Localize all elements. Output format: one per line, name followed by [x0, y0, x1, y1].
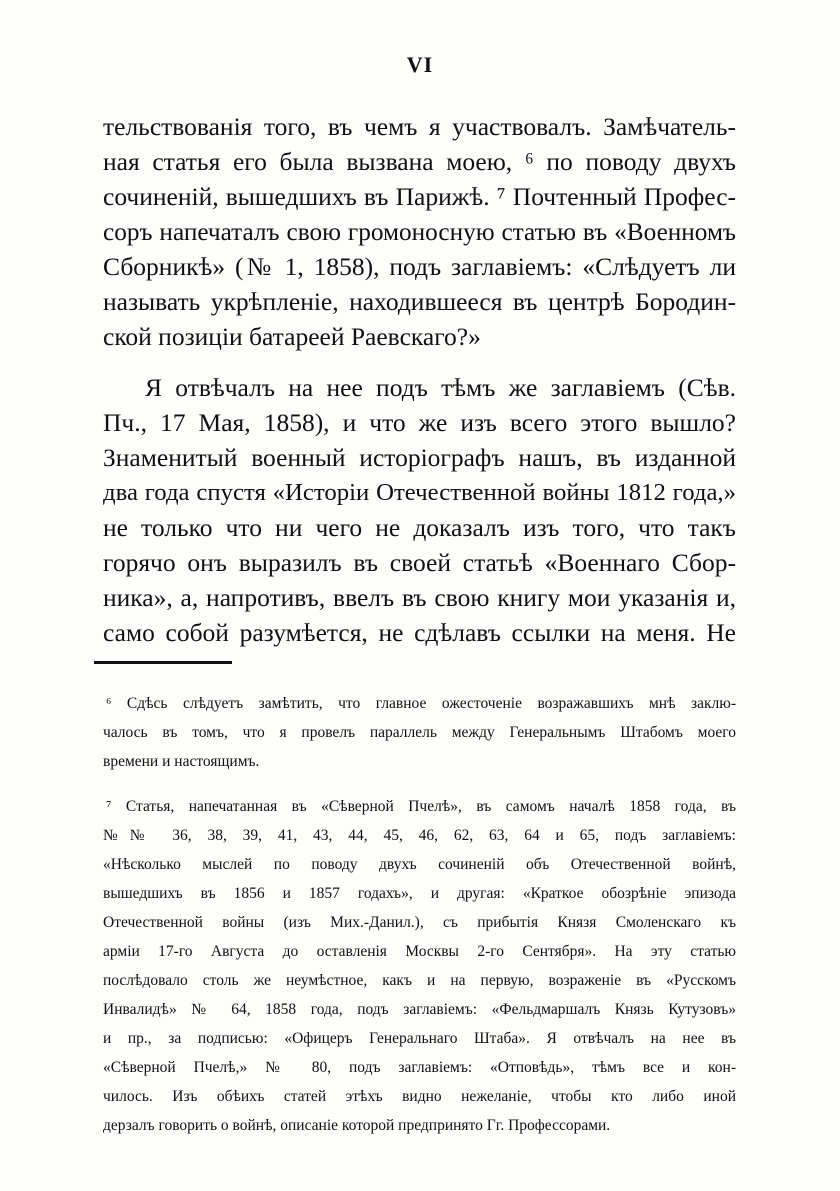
page-number: VI [406, 52, 434, 77]
footnote-6-line: времени и настоящимъ. [103, 753, 260, 770]
paragraph-2-line: само собой разумѣется, не сдѣлавъ ссылки на меня. Не [103, 618, 736, 647]
paragraph-1-line: называть укрѣпленіе, находившееся въ центрѣ Бородин- [103, 287, 736, 316]
footnote-7-line: дерзалъ говорить о войнѣ, описаніе которой предпринято Гг. Профессорами. [103, 1117, 611, 1134]
paragraph-1-line: тельствованія того, въ чемъ я участвовалъ. Замѣчатель- [103, 112, 736, 141]
footnote-6-line: ⁶ Сдѣсь слѣдуетъ замѣтить, что главное ожесточеніе возражавшихъ мнѣ заклю- [106, 695, 736, 712]
paragraph-1-line: сочиненій, вышедшихъ въ Парижѣ. ⁷ Почтенный Профес- [103, 182, 736, 211]
paragraph-2-line: Я отвѣчалъ на нее подъ тѣмъ же заглавіемъ (Сѣв. [145, 373, 736, 402]
footnote-7-line: послѣдовало столь же неумѣстное, какъ и на первую, возраженіе въ «Русскомъ [103, 972, 736, 989]
paragraph-2-line: горячо онъ выразилъ въ своей статьѣ «Военнаго Сбор- [103, 548, 736, 577]
footnote-7-line: чилось. Изъ обѣихъ статей этѣхъ видно нежеланіе, чтобы кто либо иной [103, 1088, 736, 1105]
footnote-7-line: Инвалидѣ» № 64, 1858 года, подъ заглавіемъ: «Фельдмаршалъ Князь Кутузовъ» [103, 1001, 736, 1018]
footnote-7-line: «Сѣверной Пчелѣ,» № 80, подъ заглавіемъ: «Отповѣдь», тѣмъ все и кон- [103, 1059, 736, 1076]
footnote-7-line: ⁷ Статья, напечатанная въ «Сѣверной Пчелѣ», въ самомъ началѣ 1858 года, въ [106, 798, 736, 815]
footnote-7-line: «Нѣсколько мыслей по поводу двухъ сочиненій объ Отечественной войнѣ, [103, 856, 736, 873]
footnote-6-line: чалось въ томъ, что я провелъ параллель между Генеральнымъ Штабомъ моего [103, 724, 736, 741]
paragraph-1-line: соръ напечаталъ свою громоносную статью въ «Военномъ [103, 218, 736, 246]
footnote-7-line: Отечественной войны (изъ Мих.-Данил.), съ прибытія Князя Смоленскаго къ [103, 914, 736, 931]
footnote-7-line: вышедшихъ въ 1856 и 1857 годахъ», и другая: «Краткое обозрѣніе эпизода [103, 885, 736, 902]
footnote-rule [94, 661, 232, 664]
paragraph-2-line: ника», а, напротивъ, ввелъ въ свою книгу мои указанія и, [103, 583, 736, 612]
paragraph-1-line: Сборникѣ» (№ 1, 1858), подъ заглавіемъ: «Слѣдуетъ ли [103, 252, 736, 281]
footnote-7-line: арміи 17-го Августа до оставленія Москвы 2-го Сентября». На эту статью [103, 943, 736, 960]
paragraph-1-line: ской позиціи батареей Раевскаго?» [103, 322, 481, 351]
footnote-7-line: и пр., за подписью: «Офицеръ Генеральнаго Штаба». Я отвѣчалъ на нее въ [103, 1030, 736, 1047]
paragraph-2-line: Знаменитый военный исторіографъ нашъ, въ изданной [103, 443, 736, 472]
paragraph-2-line: два года спустя «Исторіи Отечественной войны 1812 года,» [103, 479, 736, 506]
footnote-7-line: №№ 36, 38, 39, 41, 43, 44, 45, 46, 62, 63, 64 и 65, подъ заглавіемъ: [103, 827, 736, 844]
paragraph-2-line: Пч., 17 Мая, 1858), и что же изъ всего этого вышло? [103, 408, 736, 437]
paragraph-2-line: не только что ни чего не доказалъ изъ того, что такъ [103, 513, 736, 542]
paragraph-1-line: ная статья его была вызвана моею, ⁶ по поводу двухъ [103, 147, 736, 176]
